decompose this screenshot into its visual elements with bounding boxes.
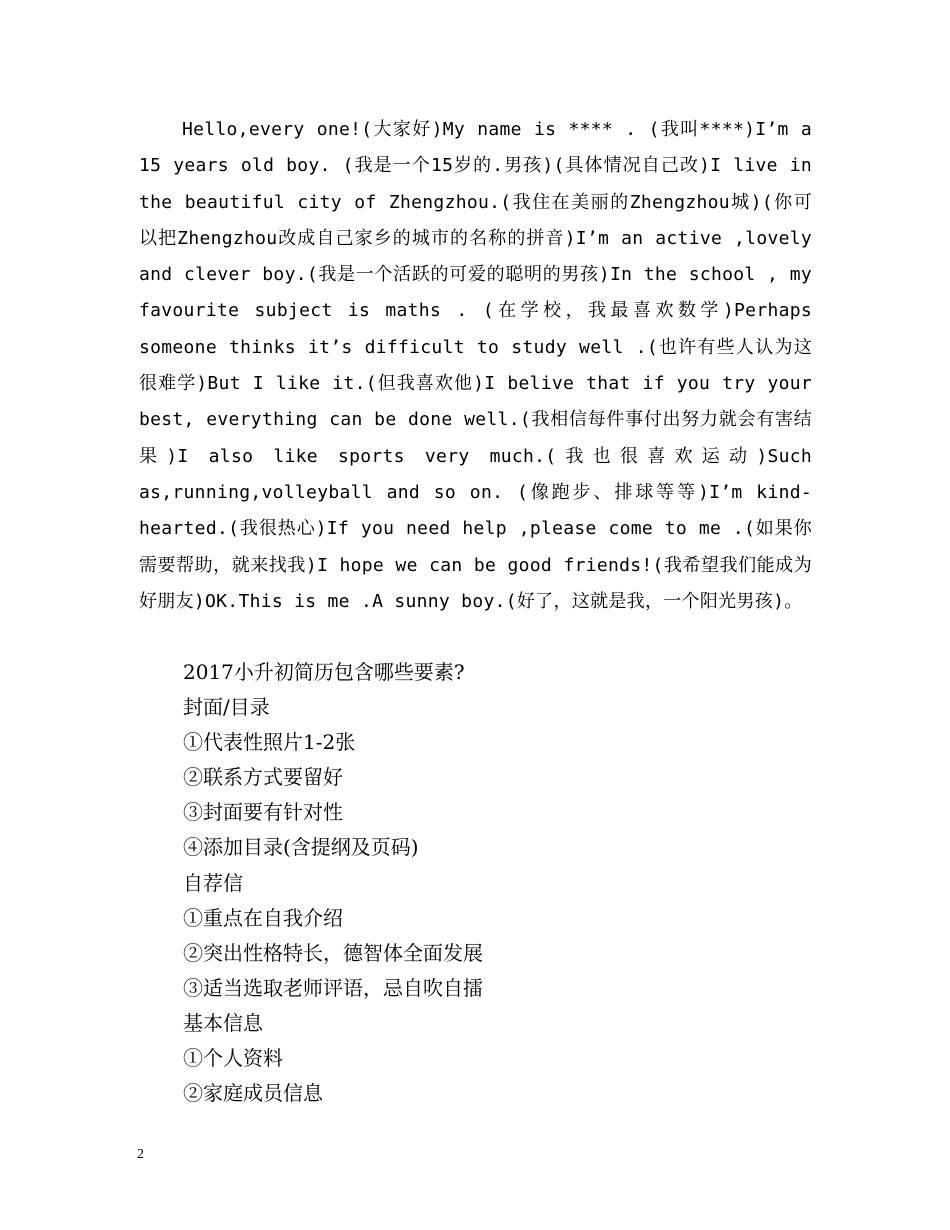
list-item: ①个人资料 <box>183 1046 283 1071</box>
resume-elements-list <box>183 655 783 1111</box>
page-number: 2 <box>137 1147 144 1162</box>
list-item: ④添加目录(含提纲及页码) <box>183 835 419 860</box>
section-heading-basic-info: 基本信息 <box>183 1010 263 1035</box>
list-item: ①重点在自我介绍 <box>183 905 343 930</box>
list-item: ②突出性格特长，德智体全面发展 <box>183 940 483 965</box>
list-item: ③封面要有针对性 <box>183 800 343 825</box>
list-item: ③适当选取老师评语，忌自吹自擂 <box>183 975 483 1000</box>
question-heading: 2017小升初简历包含哪些要素? <box>183 660 465 684</box>
list-item: ②家庭成员信息 <box>183 1081 323 1106</box>
intro-paragraph: Hello,every one!(大家好)My name is **** . (我叫****)I’m a 15 years old boy. (我是一个15岁的.男孩)(具体情况自己改)I live in the beautiful city of Zhengzhou.(我住在美丽的Zhengzhou城)(你可以把Zhengzhou改成自己家乡的城市的名称的拼音)I’m an active ,lovely and clever boy.(我是一个活跃的可爱的聪明的男孩)In the school , my favourite subject is maths . (在学校，我最喜欢数学)Perhaps someone thinks it’s difficult to study well .(也许有些人认为这很难学)But I like it.(但我喜欢他)I belive that if you try your best, everything can be done well.(我相信每件事付出努力就会有害结果)I also like sports very much.(我也很喜欢运动)Such as,running,volleyball and so on. (像跑步、排球等等)I’m kind-hearted.(我很热心)If you need help ,please come to me .(如果你需要帮助，就来找我)I hope we can be good friends!(我希望我们能成为好朋友)OK.This is me .A sunny boy.(好了，这就是我，一个阳光男孩)。 <box>139 119 812 612</box>
list-item: ①代表性照片1-2张 <box>183 730 356 755</box>
section-heading-cover-letter: 自荐信 <box>183 870 243 895</box>
section-heading-cover: 封面/目录 <box>183 695 270 720</box>
list-item: ②联系方式要留好 <box>183 765 343 790</box>
